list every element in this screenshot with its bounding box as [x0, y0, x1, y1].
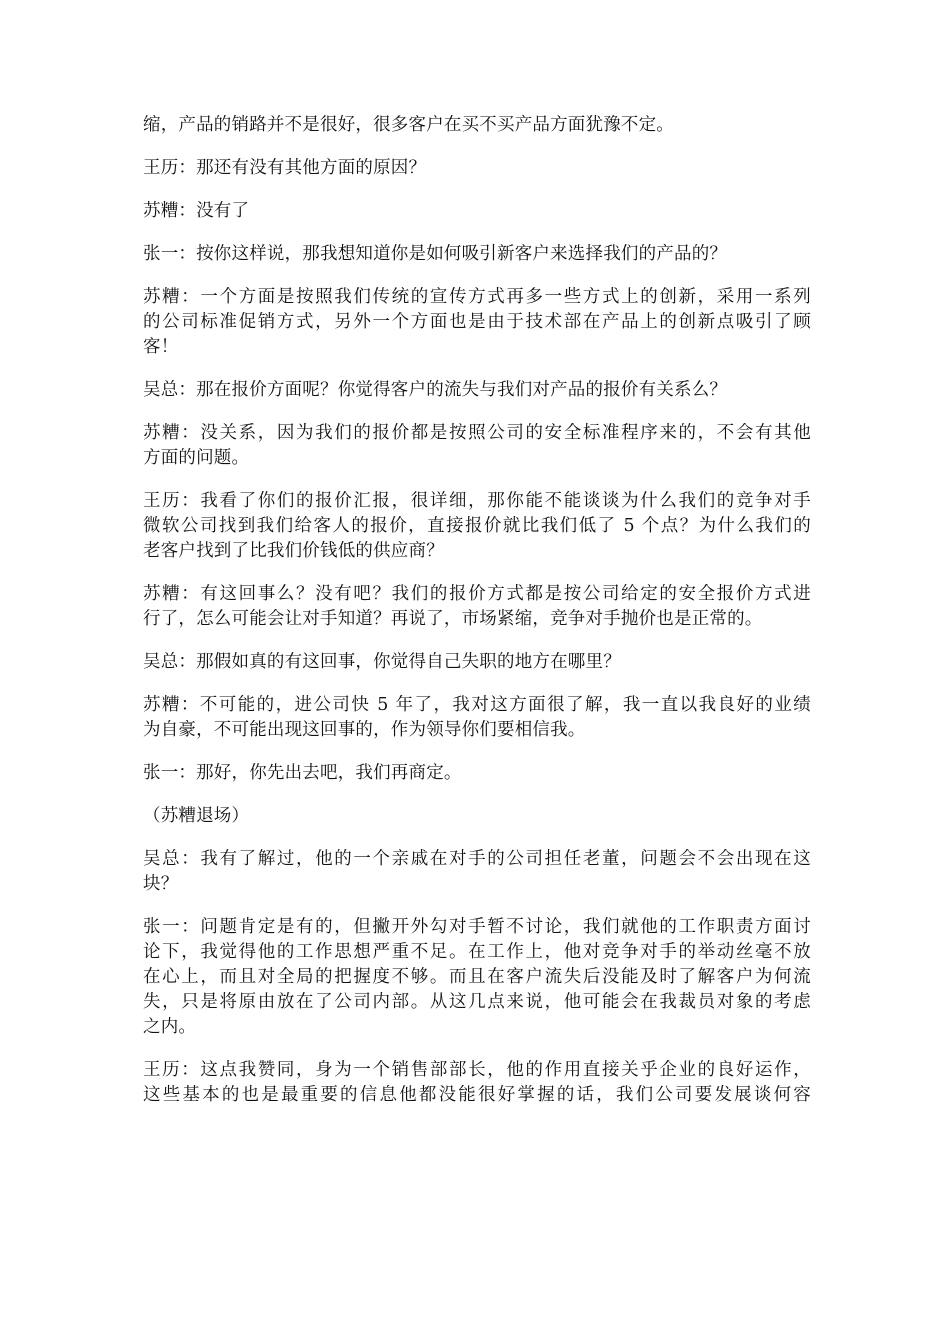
paragraph-line: 为自豪，不可能出现这回事的，作为领导你们要相信我。: [143, 720, 586, 740]
paragraph-line: 王历：我看了你们的报价汇报，很详细，那你能不能谈谈为什么我们的竞争对手: [143, 491, 811, 511]
paragraph-line: 张一：那好，你先出去吧，我们再商定。: [143, 763, 462, 783]
paragraph-line: 苏糟：没有了: [143, 201, 250, 221]
paragraph-9: [143, 582, 811, 632]
paragraph-line: 苏糟：没关系，因为我们的报价都是按照公司的安全标准程序来的，不会有其他: [143, 423, 811, 443]
paragraph-15: [143, 915, 811, 1040]
paragraph-7: [143, 421, 811, 471]
paragraph-10: [143, 650, 811, 675]
paragraph-line: 之内。: [143, 1017, 197, 1037]
paragraph-line: 王历：这点我赞同，身为一个销售部部长，他的作用直接关乎企业的良好运作，: [143, 1060, 811, 1080]
paragraph-1: [143, 113, 811, 138]
stage-direction: [143, 804, 811, 829]
paragraph-line: 这些基本的也是最重要的信息他都没能很好掌握的话，我们公司要发展谈何容: [143, 1085, 811, 1105]
paragraph-line: 王历：那还有没有其他方面的原因？: [143, 158, 427, 178]
paragraph-line: 张一：按你这样说，那我想知道你是如何吸引新客户来选择我们的产品的？: [143, 244, 728, 264]
paragraph-line: 块？: [143, 874, 179, 894]
paragraph-line: 苏糟：不可能的，进公司快 5 年了，我对这方面很了解，我一直以我良好的业绩: [143, 695, 811, 715]
paragraph-line: 吴总：那在报价方面呢？你觉得客户的流失与我们对产品的报价有关系么？: [143, 380, 728, 400]
paragraph-4: [143, 242, 811, 267]
paragraph-16: [143, 1058, 811, 1108]
paragraph-12: [143, 761, 811, 786]
paragraph-line: 方面的问题。: [143, 448, 250, 468]
paragraph-line: 微软公司找到我们给客人的报价，直接报价就比我们低了 5 个点？为什么我们的: [143, 516, 811, 536]
paragraph-line: 在心上，而且对全局的把握度不够。而且在客户流失后没能及时了解客户为何流: [143, 967, 811, 987]
paragraph-3: [143, 199, 811, 224]
paragraph-14: [143, 847, 811, 897]
paragraph-line: 客！: [143, 337, 179, 357]
paragraph-line: 的公司标准促销方式，另外一个方面也是由于技术部在产品上的创新点吸引了顾: [143, 312, 811, 332]
paragraph-line: 吴总：那假如真的有这回事，你觉得自己失职的地方在哪里？: [143, 652, 621, 672]
document-page: [143, 113, 811, 1126]
paragraph-5: [143, 285, 811, 360]
paragraph-11: [143, 693, 811, 743]
paragraph-line: 苏糟：有这回事么？没有吧？我们的报价方式都是按公司给定的安全报价方式进: [143, 584, 811, 604]
paragraph-line: 吴总：我有了解过，他的一个亲戚在对手的公司担任老董，问题会不会出现在这: [143, 849, 811, 869]
paragraph-6: [143, 378, 811, 403]
paragraph-line: 论下，我觉得他的工作思想严重不足。在工作上，他对竞争对手的举动丝毫不放: [143, 942, 811, 962]
paragraph-line: 行了，怎么可能会让对手知道？再说了，市场紧缩，竞争对手抛价也是正常的。: [143, 609, 763, 629]
paragraph-line: 缩，产品的销路并不是很好，很多客户在买不买产品方面犹豫不定。: [143, 115, 674, 135]
paragraph-line: （苏糟退场）: [143, 806, 250, 826]
paragraph-line: 老客户找到了比我们价钱低的供应商？: [143, 541, 444, 561]
paragraph-line: 张一：问题肯定是有的，但撇开外勾对手暂不讨论，我们就他的工作职责方面讨: [143, 917, 811, 937]
paragraph-line: 失，只是将原由放在了公司内部。从这几点来说，他可能会在我裁员对象的考虑: [143, 992, 811, 1012]
paragraph-line: 苏糟：一个方面是按照我们传统的宣传方式再多一些方式上的创新，采用一系列: [143, 287, 811, 307]
paragraph-8: [143, 489, 811, 564]
paragraph-2: [143, 156, 811, 181]
